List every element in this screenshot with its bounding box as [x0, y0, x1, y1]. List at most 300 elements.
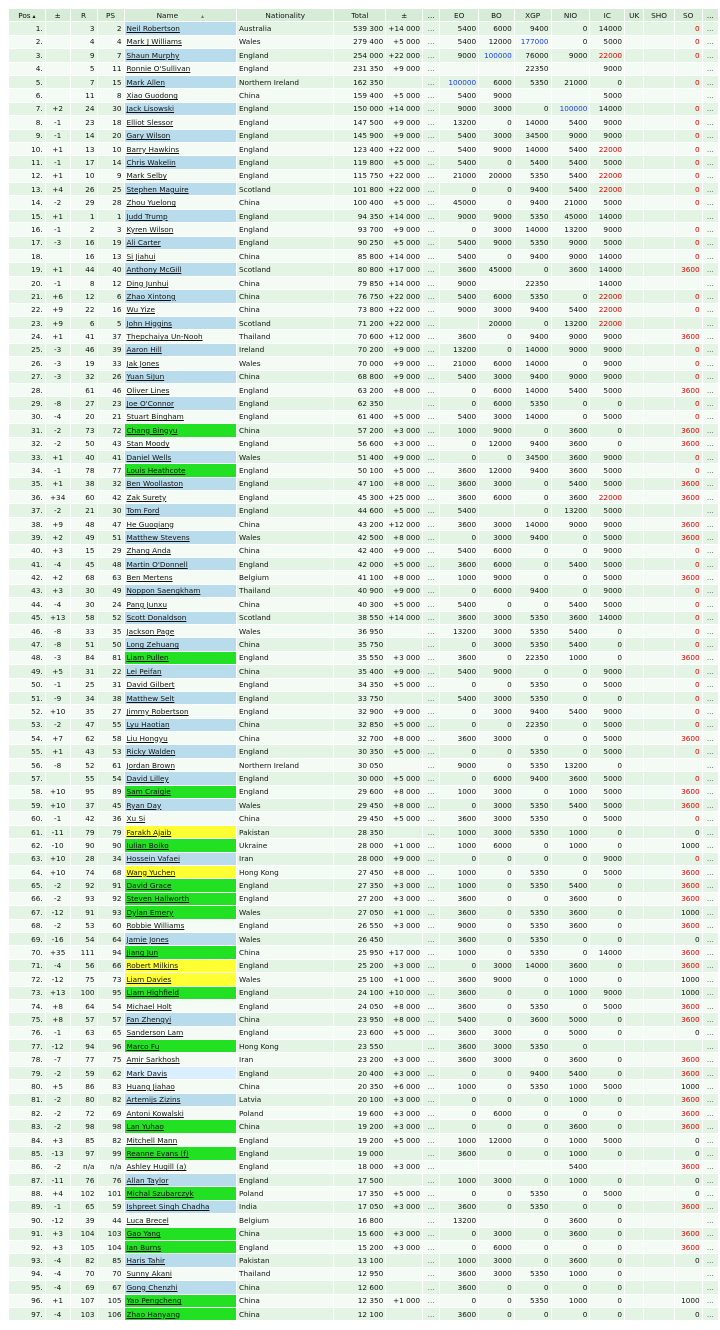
- header-col-pos[interactable]: Pos ▴: [9, 9, 45, 21]
- cell-uk: [625, 745, 643, 757]
- cell-uk: [625, 464, 643, 476]
- player-name-link[interactable]: Ashley Hugill (a): [125, 1161, 237, 1173]
- cell-so: 0: [675, 1174, 702, 1186]
- cell-sho: [644, 438, 673, 450]
- header-col-sho[interactable]: SHO: [644, 9, 673, 21]
- cell-sho: [644, 130, 673, 142]
- cell-eo: 5400: [440, 692, 478, 704]
- cell-pos: 58.: [9, 786, 45, 798]
- cell-bo: 6000: [479, 357, 514, 369]
- header-col-nationality[interactable]: Nationality: [237, 9, 333, 21]
- player-name-link[interactable]: Judd Trump: [125, 210, 237, 222]
- cell-bo: 3000: [479, 826, 514, 838]
- cell-so: 0: [675, 933, 702, 945]
- cell-more-end: ...: [703, 290, 718, 302]
- cell-sho: [644, 464, 673, 476]
- cell-uk: [625, 1040, 643, 1052]
- player-name-link[interactable]: Zhao Xintong: [125, 290, 237, 302]
- cell-ps: 35: [98, 625, 124, 637]
- cell-more: ...: [423, 652, 439, 664]
- cell-total-change: +17 000: [386, 263, 422, 275]
- cell-sho: [644, 478, 673, 490]
- cell-more-end: ...: [703, 304, 718, 316]
- cell-r: 49: [71, 531, 97, 543]
- player-name-link[interactable]: Sanderson Lam: [125, 1027, 237, 1039]
- cell-more: ...: [423, 1053, 439, 1065]
- player-name-link[interactable]: Mark Davis: [125, 1067, 237, 1079]
- cell-more-end: ...: [703, 973, 718, 985]
- player-name-link[interactable]: Reanne Evans (f): [125, 1147, 237, 1159]
- player-name-link[interactable]: Marco Fu: [125, 1040, 237, 1052]
- player-name-link[interactable]: Jak Jones: [125, 357, 237, 369]
- cell-more-end: ...: [703, 665, 718, 677]
- player-name-link[interactable]: Robert Milkins: [125, 960, 237, 972]
- player-name-link[interactable]: Elliot Slessor: [125, 116, 237, 128]
- cell-total-change: +3 000: [386, 1107, 422, 1119]
- cell-bo: 0: [479, 920, 514, 932]
- player-name-link[interactable]: Kyren Wilson: [125, 223, 237, 235]
- player-name-link[interactable]: Ben Woollaston: [125, 478, 237, 490]
- cell-so: 0: [675, 625, 702, 637]
- player-name-link[interactable]: Si Jiahui: [125, 250, 237, 262]
- cell-uk: [625, 1295, 643, 1307]
- player-name-link[interactable]: Mitchell Mann: [125, 1134, 237, 1146]
- cell-eo: 21000: [440, 170, 478, 182]
- cell-nio: 3600: [552, 612, 590, 624]
- header-col-so[interactable]: SO: [675, 9, 702, 21]
- cell-change: +2: [46, 103, 70, 115]
- player-name-link[interactable]: Dylan Emery: [125, 906, 237, 918]
- header-col-more-end[interactable]: ...: [703, 9, 718, 21]
- cell-more: ...: [423, 946, 439, 958]
- cell-r: 79: [71, 826, 97, 838]
- cell-so: 0: [675, 103, 702, 115]
- cell-uk: [625, 598, 643, 610]
- cell-more-end: ...: [703, 1107, 718, 1119]
- cell-change: -2: [46, 1067, 70, 1079]
- cell-uk: [625, 933, 643, 945]
- player-name-link[interactable]: Wang Yuchen: [125, 866, 237, 878]
- player-name-link[interactable]: Thepchaiya Un-Nooh: [125, 330, 237, 342]
- player-name-link[interactable]: Mark J Williams: [125, 36, 237, 48]
- player-name-link[interactable]: Liu Hongyu: [125, 732, 237, 744]
- cell-change: -12: [46, 973, 70, 985]
- cell-nio: 3600: [552, 438, 590, 450]
- player-name-link[interactable]: He Guoqiang: [125, 518, 237, 530]
- player-name-link[interactable]: Antoni Kowalski: [125, 1107, 237, 1119]
- cell-ps: 96: [98, 1040, 124, 1052]
- player-name-link[interactable]: Zhao Hanyang: [125, 1308, 237, 1320]
- cell-total-change: +5 000: [386, 504, 422, 516]
- cell-more: ...: [423, 987, 439, 999]
- cell-total: 47 100: [334, 478, 385, 490]
- cell-ps: 32: [98, 478, 124, 490]
- cell-change: -3: [46, 652, 70, 664]
- player-name-link[interactable]: Yuan SiJun: [125, 371, 237, 383]
- player-name-link[interactable]: Ronnie O'Sullivan: [125, 63, 237, 75]
- cell-change: -8: [46, 625, 70, 637]
- cell-so: 3600: [675, 879, 702, 891]
- player-name-link[interactable]: Michal Szubarczyk: [125, 1187, 237, 1199]
- cell-xgp: 5350: [515, 933, 551, 945]
- cell-more: ...: [423, 906, 439, 918]
- cell-xgp: 5350: [515, 826, 551, 838]
- player-name-link[interactable]: Noppon Saengkham: [125, 585, 237, 597]
- table-row: [9, 933, 718, 945]
- cell-so: 3600: [675, 571, 702, 583]
- cell-more-end: ...: [703, 183, 718, 195]
- cell-nationality: China: [237, 290, 333, 302]
- header-col-ps[interactable]: PS: [98, 9, 124, 21]
- cell-nio: 1000: [552, 1147, 590, 1159]
- cell-uk: [625, 826, 643, 838]
- table-row: [9, 839, 718, 851]
- cell-ps: 82: [98, 1134, 124, 1146]
- cell-ic: 0: [590, 625, 624, 637]
- table-row: [9, 705, 718, 717]
- player-name-link[interactable]: Stan Moody: [125, 438, 237, 450]
- player-name-link[interactable]: Lan Yuhao: [125, 1120, 237, 1132]
- player-name-link[interactable]: Gong Chenzhi: [125, 1281, 237, 1293]
- cell-uk: [625, 1268, 643, 1280]
- player-name-link[interactable]: Long Zehuang: [125, 638, 237, 650]
- cell-change: -2: [46, 893, 70, 905]
- player-name-link[interactable]: Louis Heathcote: [125, 464, 237, 476]
- player-name-link[interactable]: Lei Peifan: [125, 665, 237, 677]
- header-col-xgp[interactable]: XGP: [515, 9, 551, 21]
- player-name-link[interactable]: Jack Lisowski: [125, 103, 237, 115]
- cell-so: 0: [675, 49, 702, 61]
- cell-change: -2: [46, 1161, 70, 1173]
- cell-more: ...: [423, 130, 439, 142]
- cell-bo: 3000: [479, 732, 514, 744]
- cell-r: 19: [71, 357, 97, 369]
- cell-sho: [644, 76, 673, 88]
- cell-sho: [644, 518, 673, 530]
- cell-uk: [625, 63, 643, 75]
- cell-nationality: China: [237, 1308, 333, 1320]
- player-name-link[interactable]: Jamie Jones: [125, 933, 237, 945]
- header-col-eo[interactable]: EO: [440, 9, 478, 21]
- cell-eo: 3600: [440, 1201, 478, 1213]
- cell-xgp: 0: [515, 973, 551, 985]
- cell-nio: 1000: [552, 1295, 590, 1307]
- cell-nio: 5400: [552, 799, 590, 811]
- player-name-link[interactable]: Zhou Yuelong: [125, 196, 237, 208]
- cell-sho: [644, 625, 673, 637]
- player-name-link[interactable]: Artemijs Zizins: [125, 1094, 237, 1106]
- table-row: [9, 652, 718, 664]
- cell-sho: [644, 679, 673, 691]
- player-name-link[interactable]: Stuart Bingham: [125, 411, 237, 423]
- cell-total: 32 900: [334, 705, 385, 717]
- player-name-link[interactable]: Jiang Jun: [125, 946, 237, 958]
- player-name-link[interactable]: Ding Junhui: [125, 277, 237, 289]
- player-name-link[interactable]: Mark Selby: [125, 170, 237, 182]
- player-name-link[interactable]: Ali Carter: [125, 237, 237, 249]
- sort-asc-icon: ▴: [30, 12, 36, 20]
- cell-nio: 1000: [552, 1268, 590, 1280]
- player-name-link[interactable]: Zhang Anda: [125, 545, 237, 557]
- table-row: [9, 732, 718, 744]
- cell-ps: 42: [98, 491, 124, 503]
- player-name-link[interactable]: Joe O'Connor: [125, 397, 237, 409]
- cell-pos: 53.: [9, 719, 45, 731]
- cell-nationality: England: [237, 170, 333, 182]
- cell-total: 68 800: [334, 371, 385, 383]
- player-name-link[interactable]: Tom Ford: [125, 504, 237, 516]
- player-name-link[interactable]: Anthony McGill: [125, 263, 237, 275]
- cell-uk: [625, 1120, 643, 1132]
- cell-sho: [644, 786, 673, 798]
- table-row: [9, 1241, 718, 1253]
- cell-nio: 1000: [552, 1094, 590, 1106]
- cell-uk: [625, 371, 643, 383]
- player-name-link[interactable]: Pang Junxu: [125, 598, 237, 610]
- player-name-link[interactable]: Xiao Guodong: [125, 89, 237, 101]
- cell-more-end: ...: [703, 1187, 718, 1199]
- cell-more: ...: [423, 745, 439, 757]
- cell-total-change: +9 000: [386, 130, 422, 142]
- cell-bo: 12000: [479, 438, 514, 450]
- player-name-link[interactable]: Chang Bingyu: [125, 424, 237, 436]
- cell-nationality: England: [237, 63, 333, 75]
- header-col-change[interactable]: ±: [46, 9, 70, 21]
- player-name-link[interactable]: Chris Wakelin: [125, 156, 237, 168]
- cell-ps: 83: [98, 1080, 124, 1092]
- cell-ps: 2: [98, 22, 124, 34]
- cell-nationality: China: [237, 1013, 333, 1025]
- player-name-link[interactable]: Amir Sarkhosh: [125, 1053, 237, 1065]
- cell-nio: 5400: [552, 598, 590, 610]
- header-col-bo[interactable]: BO: [479, 9, 514, 21]
- player-name-link[interactable]: Wu Yize: [125, 304, 237, 316]
- cell-total-change: +3 000: [386, 424, 422, 436]
- cell-total-change: +5 000: [386, 156, 422, 168]
- player-name-link[interactable]: Lyu Haotian: [125, 719, 237, 731]
- cell-more: ...: [423, 196, 439, 208]
- cell-total-change: +22 000: [386, 170, 422, 182]
- cell-ic: 9000: [590, 585, 624, 597]
- cell-uk: [625, 250, 643, 262]
- cell-total: 28 000: [334, 839, 385, 851]
- cell-ps: 29: [98, 545, 124, 557]
- cell-ps: 51: [98, 531, 124, 543]
- player-name-link[interactable]: David Gilbert: [125, 679, 237, 691]
- player-name-link[interactable]: David Grace: [125, 879, 237, 891]
- player-name-link[interactable]: Neil Robertson: [125, 22, 237, 34]
- cell-nio: 9000: [552, 344, 590, 356]
- cell-ic: 22000: [590, 317, 624, 329]
- cell-ps: 101: [98, 1187, 124, 1199]
- player-name-link[interactable]: Steven Hallworth: [125, 893, 237, 905]
- player-name-link[interactable]: Ben Mertens: [125, 571, 237, 583]
- player-name-link[interactable]: Matthew Stevens: [125, 531, 237, 543]
- cell-xgp: 0: [515, 732, 551, 744]
- cell-total: 12 950: [334, 1268, 385, 1280]
- cell-r: 28: [71, 853, 97, 865]
- cell-total-change: +9 000: [386, 545, 422, 557]
- cell-nationality: England: [237, 156, 333, 168]
- cell-r: 30: [71, 598, 97, 610]
- cell-nationality: China: [237, 719, 333, 731]
- cell-eo: 0: [440, 438, 478, 450]
- cell-more: ...: [423, 638, 439, 650]
- cell-bo: 0: [479, 719, 514, 731]
- player-name-link[interactable]: Yao Pengcheng: [125, 1295, 237, 1307]
- table-row: [9, 357, 718, 369]
- cell-xgp: 9400: [515, 772, 551, 784]
- cell-r: 4: [71, 36, 97, 48]
- player-name-link[interactable]: Ryan Day: [125, 799, 237, 811]
- cell-more-end: ...: [703, 317, 718, 329]
- cell-more-end: ...: [703, 705, 718, 717]
- cell-total-change: +8 000: [386, 732, 422, 744]
- cell-xgp: 0: [515, 317, 551, 329]
- cell-total: 150 000: [334, 103, 385, 115]
- cell-nio: 5400: [552, 183, 590, 195]
- player-name-link[interactable]: Matthew Selt: [125, 692, 237, 704]
- cell-nationality: England: [237, 1000, 333, 1012]
- cell-nationality: Northern Ireland: [237, 76, 333, 88]
- player-name-link[interactable]: Liam Highfield: [125, 987, 237, 999]
- header-col-uk[interactable]: UK: [625, 9, 643, 21]
- player-name-link[interactable]: Ishpreet Singh Chadha: [125, 1201, 237, 1213]
- cell-change: [46, 76, 70, 88]
- player-name-link[interactable]: Oliver Lines: [125, 384, 237, 396]
- cell-nationality: England: [237, 987, 333, 999]
- cell-uk: [625, 853, 643, 865]
- player-name-link[interactable]: John Higgins: [125, 317, 237, 329]
- cell-ps: 14: [98, 156, 124, 168]
- cell-r: 60: [71, 491, 97, 503]
- cell-so: 3600: [675, 384, 702, 396]
- cell-pos: 65.: [9, 879, 45, 891]
- cell-total: 27 200: [334, 893, 385, 905]
- player-name-link[interactable]: Scott Donaldson: [125, 612, 237, 624]
- table-row: [9, 464, 718, 476]
- header-col-r[interactable]: R: [71, 9, 97, 21]
- player-name-link[interactable]: Luca Brecel: [125, 1214, 237, 1226]
- player-name-link[interactable]: Jordan Brown: [125, 759, 237, 771]
- cell-ps: 34: [98, 853, 124, 865]
- header-col-total[interactable]: Total: [334, 9, 385, 21]
- player-name-link[interactable]: Xu Si: [125, 812, 237, 824]
- cell-more-end: ...: [703, 853, 718, 865]
- player-name-link[interactable]: David Lilley: [125, 772, 237, 784]
- player-name-link[interactable]: Liam Davies: [125, 973, 237, 985]
- cell-uk: [625, 116, 643, 128]
- player-name-link[interactable]: Mark Allen: [125, 76, 237, 88]
- player-name-link[interactable]: Sam Craigie: [125, 786, 237, 798]
- cell-total-change: +5 000: [386, 1027, 422, 1039]
- cell-nationality: Wales: [237, 906, 333, 918]
- cell-nio: 1000: [552, 987, 590, 999]
- player-name-link[interactable]: Fan Zhengyi: [125, 1013, 237, 1025]
- cell-total: 23 600: [334, 1027, 385, 1039]
- cell-total-change: +8 000: [386, 799, 422, 811]
- cell-nationality: England: [237, 130, 333, 142]
- cell-nationality: England: [237, 397, 333, 409]
- cell-nio: 3600: [552, 263, 590, 275]
- player-name-link[interactable]: Iulian Boiko: [125, 839, 237, 851]
- cell-pos: 62.: [9, 839, 45, 851]
- cell-bo: 0: [479, 679, 514, 691]
- cell-r: 93: [71, 893, 97, 905]
- player-name-link[interactable]: Gary Wilson: [125, 130, 237, 142]
- player-name-link[interactable]: Ricky Walden: [125, 745, 237, 757]
- player-name-link[interactable]: Ian Burns: [125, 1241, 237, 1253]
- header-col-total-change[interactable]: ±: [386, 9, 422, 21]
- player-name-link[interactable]: Robbie Williams: [125, 920, 237, 932]
- player-name-link[interactable]: Allan Taylor: [125, 1174, 237, 1186]
- cell-total-change: +3 000: [386, 1201, 422, 1213]
- cell-total: 20 350: [334, 1080, 385, 1092]
- player-name-link[interactable]: Huang Jiahao: [125, 1080, 237, 1092]
- table-row: [9, 1228, 718, 1240]
- cell-eo: 0: [440, 745, 478, 757]
- cell-nio: 9000: [552, 49, 590, 61]
- cell-nationality: England: [237, 464, 333, 476]
- cell-pos: 46.: [9, 625, 45, 637]
- player-name-link[interactable]: Stephen Maguire: [125, 183, 237, 195]
- cell-total: 23 550: [334, 1040, 385, 1052]
- player-name-link[interactable]: Gao Yang: [125, 1228, 237, 1240]
- table-row: [9, 612, 718, 624]
- cell-more: ...: [423, 250, 439, 262]
- cell-xgp: 9400: [515, 183, 551, 195]
- cell-more: ...: [423, 625, 439, 637]
- player-name-link[interactable]: Liam Pullen: [125, 652, 237, 664]
- player-name-link[interactable]: Jackson Page: [125, 625, 237, 637]
- cell-change: -4: [46, 1254, 70, 1266]
- player-name-link[interactable]: Michael Holt: [125, 1000, 237, 1012]
- cell-nio: 5400: [552, 1067, 590, 1079]
- cell-sho: [644, 960, 673, 972]
- cell-sho: [644, 772, 673, 784]
- cell-sho: [644, 1040, 673, 1052]
- player-name-link[interactable]: Haris Tahir: [125, 1254, 237, 1266]
- cell-ps: 90: [98, 839, 124, 851]
- player-name-link[interactable]: Hossein Vafaei: [125, 853, 237, 865]
- cell-xgp: 22350: [515, 63, 551, 75]
- cell-bo: [479, 1161, 514, 1173]
- cell-nationality: China: [237, 1080, 333, 1092]
- cell-xgp: 0: [515, 558, 551, 570]
- player-name-link[interactable]: Aaron Hill: [125, 344, 237, 356]
- header-col-nio[interactable]: NIO: [552, 9, 590, 21]
- player-name-link[interactable]: Martin O'Donnell: [125, 558, 237, 570]
- cell-r: 54: [71, 933, 97, 945]
- cell-ps: 48: [98, 558, 124, 570]
- player-name-link[interactable]: Barry Hawkins: [125, 143, 237, 155]
- header-col-ic[interactable]: IC: [590, 9, 624, 21]
- cell-total: 30 050: [334, 759, 385, 771]
- cell-total-change: [386, 692, 422, 704]
- cell-ps: 98: [98, 1120, 124, 1132]
- player-name-link[interactable]: Daniel Wells: [125, 451, 237, 463]
- header-col-name[interactable]: Name ▴: [125, 9, 237, 21]
- player-name-link[interactable]: Sunny Akani: [125, 1268, 237, 1280]
- player-name-link[interactable]: Jimmy Robertson: [125, 705, 237, 717]
- cell-change: -1: [46, 1027, 70, 1039]
- player-name-link[interactable]: Zak Surety: [125, 491, 237, 503]
- player-name-link[interactable]: Shaun Murphy: [125, 49, 237, 61]
- cell-change: -4: [46, 1308, 70, 1320]
- cell-ic: 0: [590, 906, 624, 918]
- header-col-more[interactable]: ...: [423, 9, 439, 21]
- player-name-link[interactable]: Farakh Ajaib: [125, 826, 237, 838]
